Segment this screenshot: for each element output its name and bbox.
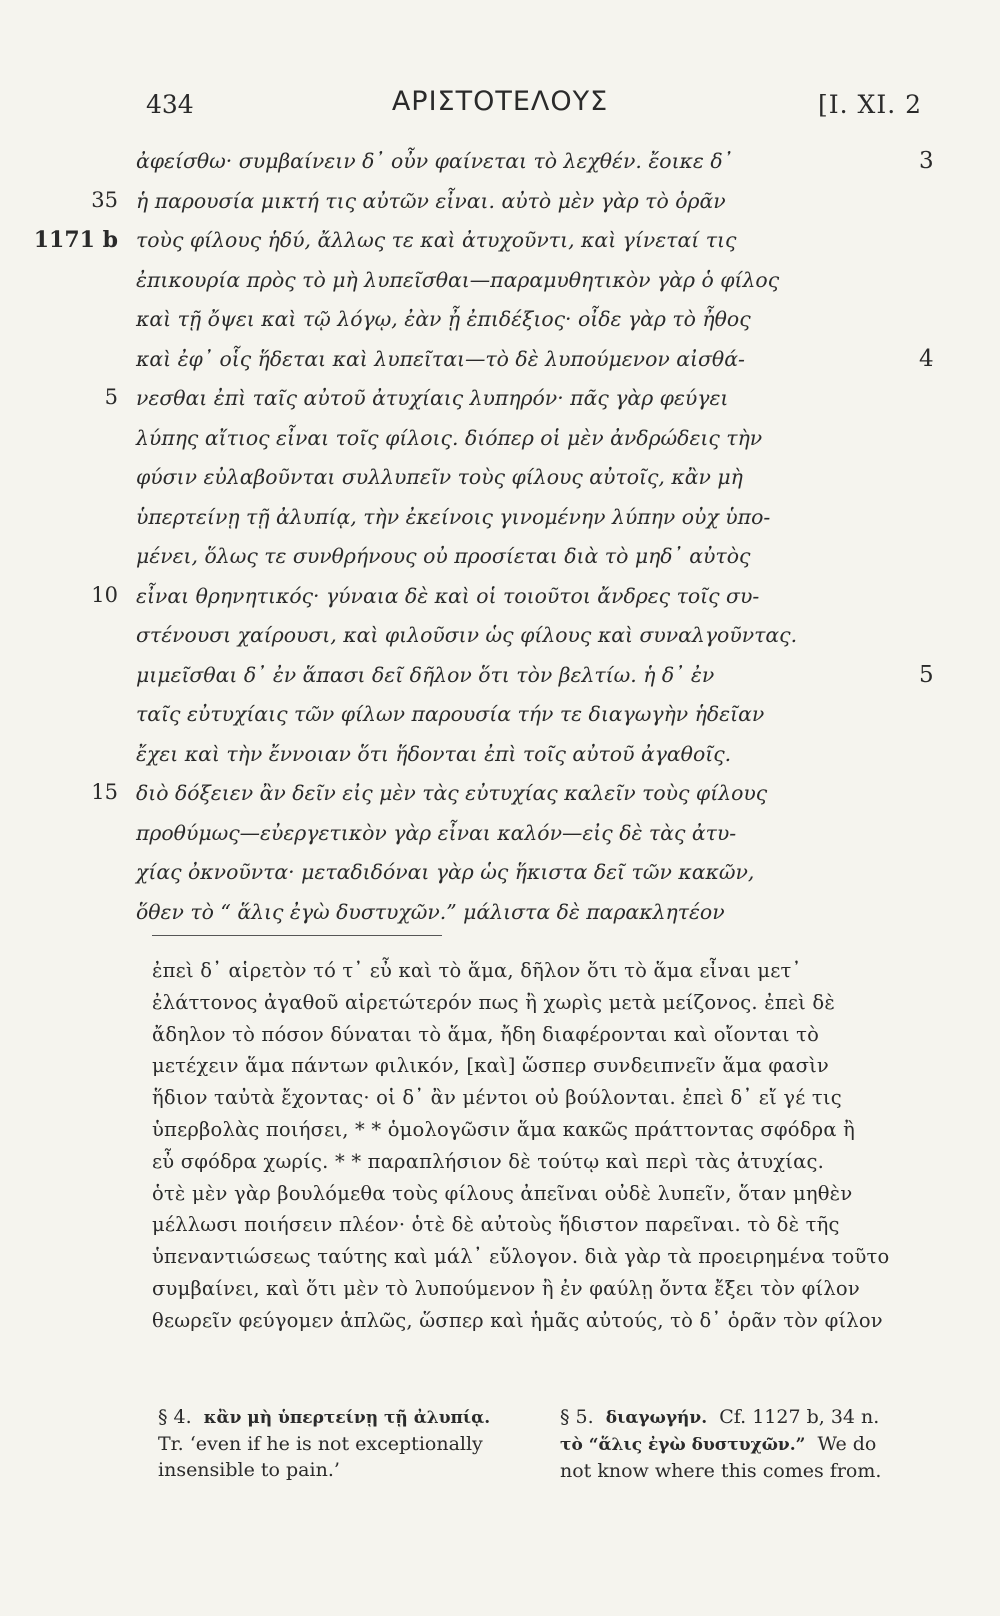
- text-line: [0, 225, 1000, 265]
- line-text: μένει, ὅλως τε συνθρήνους οὐ προσίεται διὰ τὸ μηδ᾽ αὐτὸς: [136, 544, 751, 568]
- text-line: [0, 739, 1000, 779]
- footnote-greek: διαγωγήν.: [605, 1408, 708, 1428]
- line-text: ἔχει καὶ τὴν ἔννοιαν ὅτι ἥδονται ἐπὶ τοῖς αὐτοῦ ἀγαθοῖς.: [136, 741, 732, 766]
- footnote-greek: κἂν μὴ ὑπερτείνῃ τῇ ἀλυπίᾳ.: [203, 1408, 491, 1428]
- commentary-text: [0, 958, 1000, 1340]
- line-text: ὑπερτείνῃ τῇ ἀλυπίᾳ, τὴν ἐκείνοις γινομένην λύπην οὐχ ὑπο-: [136, 504, 771, 529]
- footnote-text: not know where this comes from.: [560, 1460, 882, 1482]
- section-number: 4: [919, 345, 934, 372]
- footnote-ref: § 5.: [560, 1406, 594, 1428]
- line-text: ὅθεν τὸ “ ἅλις ἐγὼ δυστυχῶν.” μάλιστα δὲ παρακλητέον: [136, 899, 725, 924]
- section-number: 3: [919, 148, 934, 174]
- commentary-line: [0, 1308, 1000, 1340]
- commentary-line: [0, 990, 1000, 1022]
- commentary-line-text: ἐλάττονος ἀγαθοῦ αἱρετώτερόν πως ἢ χωρὶς μετὰ μείζονος. ἐπεὶ δὲ: [152, 990, 836, 1014]
- line-text: νεσθαι ἐπὶ ταῖς αὐτοῦ ἀτυχίαις λυπηρόν· πᾶς γὰρ φεύγει: [136, 386, 729, 410]
- text-line: [0, 581, 1000, 621]
- line-text: τοὺς φίλους ἡδύ, ἄλλως τε καὶ ἀτυχοῦντι, καὶ γίνεταί τις: [136, 228, 737, 252]
- commentary-line: [0, 1117, 1000, 1149]
- text-line: [0, 304, 1000, 344]
- footnote-text: Cf. 1127 b, 34 n.: [719, 1406, 880, 1428]
- line-text: καὶ ἐφ᾽ οἷς ἥδεται καὶ λυπεῖται—τὸ δὲ λυπούμενον αἰσθά-: [136, 346, 745, 371]
- text-line: [0, 620, 1000, 660]
- text-line: [0, 265, 1000, 305]
- commentary-line-text: ἐπεὶ δ᾽ αἱρετὸν τό τ᾽ εὖ καὶ τὸ ἅμα, δῆλον ὅτι τὸ ἅμα εἶναι μετ᾽: [152, 959, 802, 982]
- footnote-text: We do: [817, 1433, 877, 1455]
- text-line: [0, 778, 1000, 818]
- line-text: εἶναι θρηνητικός· γύναια δὲ καὶ οἱ τοιοῦτοι ἄνδρες τοῖς συ-: [136, 583, 760, 608]
- commentary-line-text: ὑπερβολὰς ποιήσει, * * ὁμολογῶσιν ἅμα κακῶς πράττοντας σφόδρα ἢ: [152, 1117, 855, 1141]
- line-text: λύπης αἴτιος εἶναι τοῖς φίλοις. διόπερ οἱ μὲν ἀνδρώδεις τὴν: [136, 425, 763, 450]
- line-text: φύσιν εὐλαβοῦνται συλλυπεῖν τοὺς φίλους αὐτοῖς, κἂν μὴ: [136, 465, 743, 489]
- divider-rule: [152, 935, 442, 936]
- line-number: 15: [91, 780, 118, 804]
- commentary-line: [0, 1244, 1000, 1276]
- text-line: [0, 344, 1000, 384]
- running-title: ΑΡΙΣΤΟΤΕΛΟΥΣ: [391, 86, 609, 117]
- commentary-line: [0, 958, 1000, 990]
- line-number: 1171 b: [33, 227, 118, 253]
- text-line: [0, 502, 1000, 542]
- footnote-text: insensible to pain.’: [158, 1459, 340, 1481]
- text-line: [0, 146, 1000, 186]
- line-text: ἐπικουρία πρὸς τὸ μὴ λυπεῖσθαι—παραμυθητικὸν γὰρ ὁ φίλος: [136, 267, 780, 292]
- text-line: [0, 660, 1000, 700]
- line-number: 10: [91, 582, 118, 607]
- section-reference: [I. XI. 2: [818, 90, 922, 119]
- line-text: διὸ δόξειεν ἂν δεῖν εἰς μὲν τὰς εὐτυχίας καλεῖν τοὺς φίλους: [136, 781, 768, 805]
- commentary-line-text: μετέχειν ἅμα πάντων φιλικόν, [καὶ] ὥσπερ συνδειπνεῖν ἅμα φασὶν: [152, 1054, 829, 1078]
- main-text: [0, 146, 1000, 936]
- line-text: καὶ τῇ ὄψει καὶ τῷ λόγῳ, ἐὰν ᾖ ἐπιδέξιος· οἶδε γὰρ τὸ ἦθος: [136, 307, 751, 331]
- footnote-left: [158, 1404, 490, 1483]
- commentary-line-text: συμβαίνει, καὶ ὅτι μὲν τὸ λυπούμενον ἢ ἐν φαύλῃ ὄντα ἔξει τὸν φίλον: [152, 1276, 860, 1300]
- footnote-text: Tr. ‘even if he is not exceptionally: [158, 1433, 483, 1455]
- text-line: [0, 462, 1000, 502]
- commentary-line: [0, 1181, 1000, 1213]
- commentary-line-text: ὁτὲ μὲν γὰρ βουλόμεθα τοὺς φίλους ἀπεῖναι οὐδὲ λυπεῖν, ὅταν μηθὲν: [152, 1181, 853, 1205]
- text-line: [0, 423, 1000, 463]
- line-text: ταῖς εὐτυχίαις τῶν φίλων παρουσία τήν τε διαγωγὴν ἡδεῖαν: [136, 702, 765, 726]
- section-number: 5: [919, 661, 934, 688]
- commentary-line-text: μέλλωσι ποιήσειν πλέον· ὁτὲ δὲ αὐτοὺς ἥδιστον παρεῖναι. τὸ δὲ τῆς: [152, 1213, 840, 1237]
- line-text: ἡ παρουσία μικτή τις αὐτῶν εἶναι. αὐτὸ μὲν γὰρ τὸ ὁρᾶν: [136, 188, 726, 213]
- commentary-line-text: ἄδηλον τὸ πόσον δύναται τὸ ἅμα, ἤδη διαφέρονται καὶ οἴονται τὸ: [152, 1022, 820, 1046]
- page-header: [0, 80, 1000, 120]
- commentary-line-text: θεωρεῖν φεύγομεν ἁπλῶς, ὥσπερ καὶ ἡμᾶς αὐτούς, τὸ δ᾽ ὁρᾶν τὸν φίλον: [152, 1308, 883, 1332]
- line-text: μιμεῖσθαι δ᾽ ἐν ἅπασι δεῖ δῆλον ὅτι τὸν βελτίω. ἡ δ᾽ ἐν: [136, 662, 715, 687]
- commentary-line: [0, 1085, 1000, 1117]
- text-line: [0, 699, 1000, 739]
- text-line: [0, 897, 1000, 937]
- commentary-line: [0, 1149, 1000, 1181]
- page-number: 434: [146, 90, 194, 119]
- text-line: [0, 186, 1000, 226]
- line-number: 35: [91, 187, 118, 212]
- text-line: [0, 818, 1000, 858]
- line-text: χίας ὀκνοῦντα· μεταδιδόναι γὰρ ὡς ἥκιστα δεῖ τῶν κακῶν,: [136, 860, 755, 884]
- commentary-line-text: ὑπεναντιώσεως ταύτης καὶ μάλ᾽ εὔλογον. διὰ γὰρ τὰ προειρημένα τοῦτο: [152, 1245, 890, 1269]
- commentary-line-text: εὖ σφόδρα χωρίς. * * παραπλήσιον δὲ τούτῳ καὶ περὶ τὰς ἀτυχίας.: [152, 1149, 825, 1173]
- text-line: [0, 383, 1000, 423]
- commentary-line: [0, 1276, 1000, 1308]
- line-text: στένουσι χαίρουσι, καὶ φιλοῦσιν ὡς φίλους καὶ συναλγοῦντας.: [136, 623, 798, 647]
- text-line: [0, 541, 1000, 581]
- commentary-line: [0, 1212, 1000, 1244]
- line-number: 5: [104, 385, 118, 409]
- commentary-line-text: ἥδιον ταὐτὰ ἔχοντας· οἱ δ᾽ ἂν μέντοι οὐ βούλονται. ἐπεὶ δ᾽ εἴ γέ τις: [152, 1086, 842, 1110]
- line-text: προθύμως—εὐεργετικὸν γὰρ εἶναι καλόν—εἰς δὲ τὰς ἀτυ-: [136, 820, 737, 845]
- line-text: ἀφείσθω· συμβαίνειν δ᾽ οὖν φαίνεται τὸ λεχθέν. ἔοικε δ᾽: [136, 149, 733, 173]
- footnote-ref: § 4.: [158, 1406, 192, 1428]
- footnote-greek: τὸ “ἅλις ἐγὼ δυστυχῶν.”: [560, 1435, 806, 1455]
- commentary-line: [0, 1053, 1000, 1085]
- footnote-right: [560, 1404, 881, 1484]
- text-line: [0, 857, 1000, 897]
- commentary-line: [0, 1022, 1000, 1054]
